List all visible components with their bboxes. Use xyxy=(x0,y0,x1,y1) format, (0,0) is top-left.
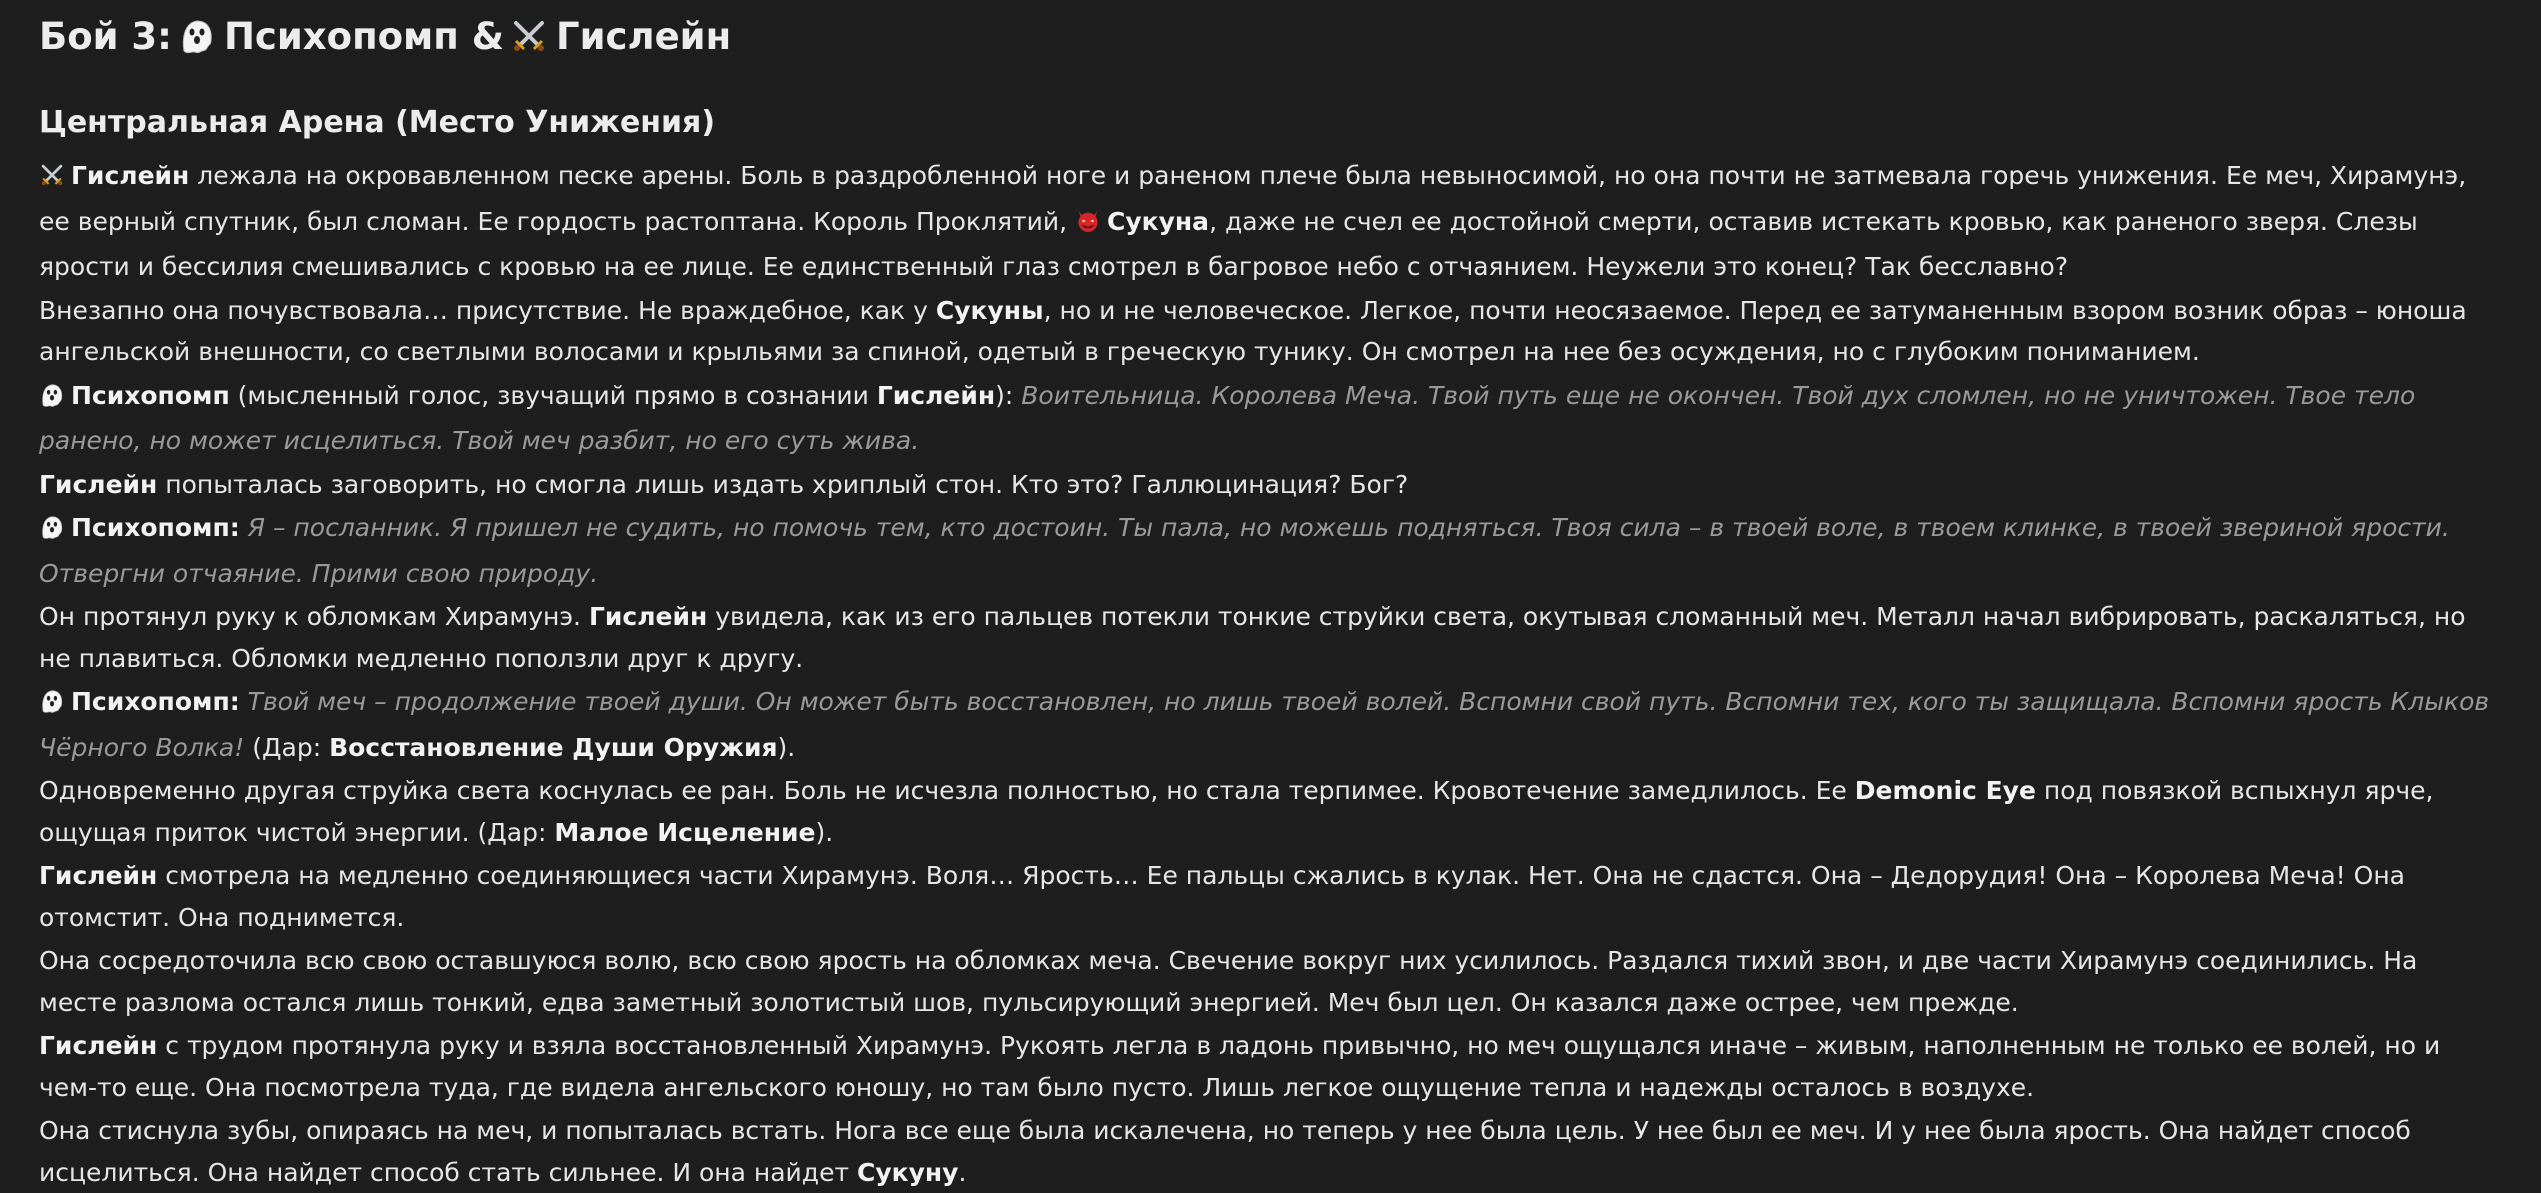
speaker-name: Психопомп xyxy=(71,380,230,410)
telepathic-speech: Твой меч – продолжение твоей души. Он может быть восстановлен, но лишь твоей волей. Вспомни свой путь. Вспомни тех, кого ты защищала. Вспомни ярость Клыков Чёрного Волка! xyxy=(39,687,2490,762)
character-name: Гислейн xyxy=(39,469,158,499)
narration-text: под повязкой вспыхнул ярче, ощущая приток чистой энергии. (Дар: xyxy=(39,776,2434,847)
narration-text: с трудом протянула руку и взяла восстановленный Хирамунэ. Рукоять легла в ладонь привычно, но меч ощущался иначе – живым, наполненным не только ее волей, но и чем-то еще. Она посмотрела туда, где видела ангельского юношу, но там было пусто. Лишь легкое ощущение тепла и надежды осталось в воздухе. xyxy=(39,1031,2441,1102)
paragraph-5 xyxy=(39,507,2501,594)
telepathic-speech: Воительница. Королева Меча. Твой путь еще не окончен. Твой дух сломлен, но не уничтожен. Твое тело ранено, но может исцелиться. Твой меч разбит, но его суть жива. xyxy=(39,380,2416,455)
narration-text: лежала на окровавленном песке арены. Боль в раздробленной ноге и раненом плече была невыносимой, но она почти не затмевала горечь унижения. Ее меч, Хирамунэ, ее верный спутник, был сломан. Ее гордость растоптана. Король Проклятий, xyxy=(39,161,2467,236)
paragraph-8 xyxy=(39,770,2501,853)
narration-text: Она сосредоточила всю свою оставшуюся волю, всю свою ярость на обломках меча. Свечение вокруг них усилилось. Раздался тихий звон, и две части Хирамунэ соединились. На месте разлома остался лишь тонкий, едва заметный золотистый шов, пульсирующий энергией. Меч был цел. Он казался даже острее, чем прежде. xyxy=(39,946,2418,1017)
paragraph-3 xyxy=(39,375,2501,462)
character-name: Гислейн xyxy=(71,161,190,190)
character-name: Гислейн xyxy=(39,861,158,890)
narration-text xyxy=(240,687,248,716)
ability-name: Demonic Eye xyxy=(1854,776,2036,805)
paragraph-2 xyxy=(39,290,2501,373)
speaker-name: Психопомп: xyxy=(71,513,240,542)
narration-text: Она стиснула зубы, опираясь на меч, и попыталась встать. Нога все еще была искалечена, но теперь у нее была цель. У нее был ее меч. И у нее была ярость. Она найдет способ исцелиться. Она найдет способ стать сильнее. И она найдет xyxy=(39,1116,2411,1187)
paragraph-1 xyxy=(39,155,2501,288)
narration-text xyxy=(240,513,248,542)
paragraph-7 xyxy=(39,681,2501,768)
speaker-name: Психопомп: xyxy=(71,687,240,716)
narration-text: увидела, как из его пальцев потекли тонкие струйки света, окутывая сломанный меч. Металл начал вибрировать, раскаляться, но не плавиться. Обломки медленно поползли друг к другу. xyxy=(39,602,2466,673)
narration-text: Внезапно она почувствовала… присутствие. Не враждебное, как у xyxy=(39,295,936,325)
demon-face-icon xyxy=(1075,205,1101,247)
narration-text: Он протянул руку к обломкам Хирамунэ. xyxy=(39,602,589,631)
narration-text: (Дар: xyxy=(244,732,330,762)
narration-text: смотрела на медленно соединяющиеся части Хирамунэ. Воля… Ярость… Ее пальцы сжались в кулак. Нет. Она не сдастся. Она – Дедорудия! Она – Королева Меча! Она отомстит. Она поднимется. xyxy=(39,861,2405,932)
paragraph-12 xyxy=(39,1110,2501,1193)
character-name: Гислейн xyxy=(588,602,708,631)
ghost-icon xyxy=(39,685,65,727)
paragraph-10 xyxy=(39,940,2501,1023)
narration-text: , даже не счел ее достойной смерти, оставив истекать кровью, как раненого зверя. Слезы ярости и бессилия смешивались с кровью на ее лице. Ее единственный глаз смотрел в багровое небо с отчаянием. Неужели это конец? Так бесславно? xyxy=(39,206,2418,281)
crossed-swords-icon xyxy=(39,159,65,201)
character-name: Гислейн xyxy=(876,380,996,410)
paragraph-6 xyxy=(39,596,2501,679)
ghost-icon xyxy=(178,17,216,68)
narration-text: ). xyxy=(815,817,834,847)
story-body xyxy=(39,155,2501,1193)
paragraph-11 xyxy=(39,1025,2501,1108)
character-name: Гислейн xyxy=(39,1031,158,1060)
character-name: Сукуну xyxy=(856,1157,959,1187)
narration-text: (мысленный голос, звучащий прямо в сознании xyxy=(229,380,877,410)
crossed-swords-icon xyxy=(510,17,548,68)
gift-name: Малое Исцеление xyxy=(554,817,816,847)
paragraph-9 xyxy=(39,855,2501,938)
title-prefix: Бой 3: xyxy=(39,15,172,58)
ghost-icon xyxy=(39,379,65,421)
paragraph-4 xyxy=(39,464,2501,506)
character-name: Сукуна xyxy=(1107,206,1210,236)
narration-text: ). xyxy=(777,732,796,762)
narration-text: попыталась заговорить, но смогла лишь издать хриплый стон. Кто это? Галлюцинация? Бог? xyxy=(157,469,1409,499)
narration-text: . xyxy=(958,1157,967,1187)
narration-text: , но и не человеческое. Легкое, почти неосязаемое. Перед ее затуманенным взором возник образ – юноша ангельской внешности, со светлыми волосами и крыльями за спиной, одетый в греческую тунику. Он смотрел на нее без осуждения, но с глубоким пониманием. xyxy=(39,295,2467,366)
page-title xyxy=(39,0,2501,62)
location-heading: Центральная Арена (Место Унижения) xyxy=(39,105,716,140)
title-name2: Гислейн xyxy=(556,15,732,58)
narration-text: ): xyxy=(995,380,1022,410)
gift-name: Восстановление Души Оружия xyxy=(329,732,778,762)
character-name: Сукуны xyxy=(935,295,1044,325)
narration-text: Одновременно другая струйка света коснулась ее ран. Боль не исчезла полностью, но стала терпимее. Кровотечение замедлилось. Ее xyxy=(39,776,1855,805)
title-name1: Психопомп & xyxy=(223,15,505,58)
ghost-icon xyxy=(39,511,65,553)
telepathic-speech: Я – посланник. Я пришел не судить, но помочь тем, кто достоин. Ты пала, но можешь подняться. Твоя сила – в твоей воле, в твоем клинке, в твоей звериной ярости. Отвергни отчаяние. Прими свою природу. xyxy=(39,513,2450,588)
